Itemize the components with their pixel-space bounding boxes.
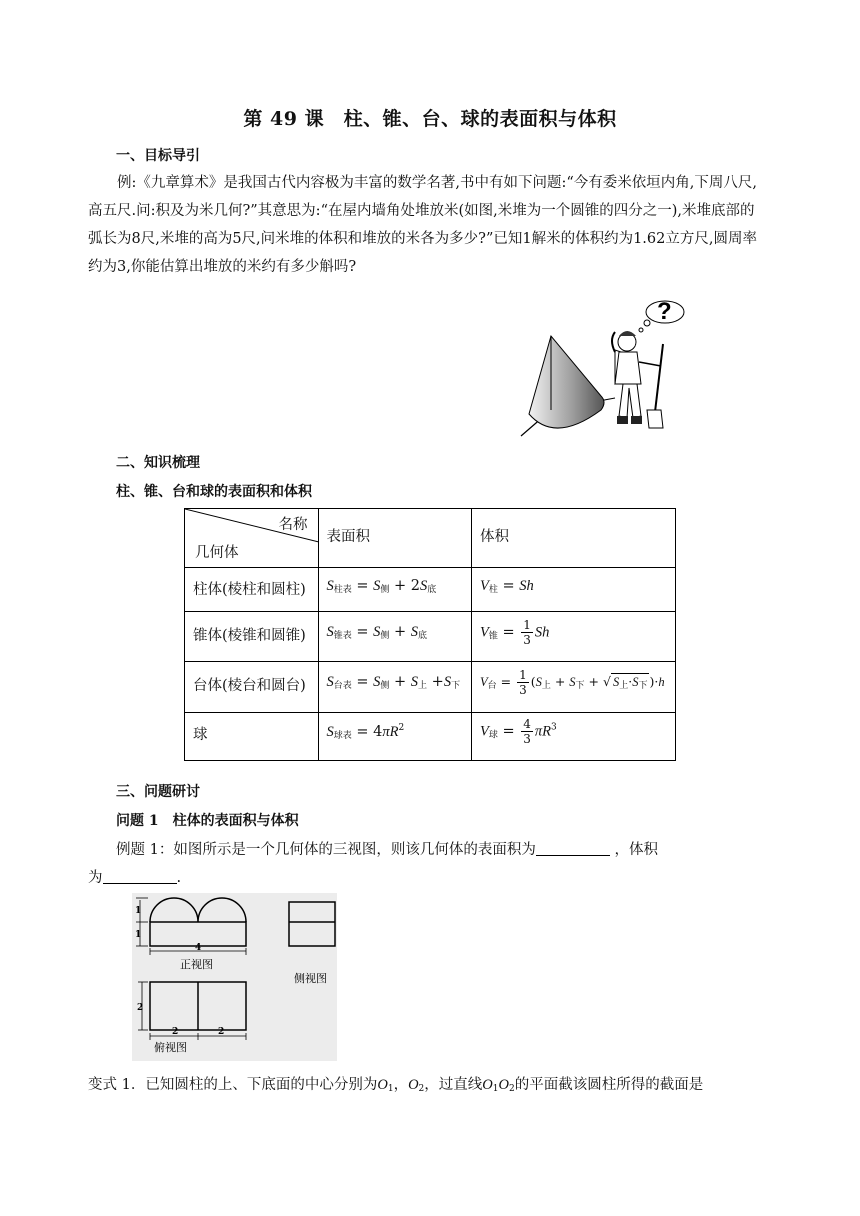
variation1-line: 变式 1．已知圆柱的上、下底面的中心分别为$O_1$，$O_2$，过直线$O_1O_2$的平面截该圆柱所得的截面是 <box>88 1077 704 1094</box>
dim-label: 2 <box>137 1003 144 1013</box>
formula-prism-volume: $V_柱 = Sh$ <box>471 568 675 612</box>
dim-label: 1 <box>135 906 142 916</box>
formula-sphere-area: $S_{球表} = 4\pi R^2$ <box>318 713 471 761</box>
dim-label: 1 <box>135 930 142 940</box>
formula-frustum-area: $S_{台表} = S_侧 + S_上 +S_下$ <box>318 662 471 713</box>
table-row <box>185 713 676 761</box>
section-subheading: 柱、锥、台和球的表面积和体积 <box>116 484 312 500</box>
formula-prism-area: $S_{柱表} = S_侧 + 2S_底$ <box>318 568 471 612</box>
formula-frustum-volume: $V_台$ = $\frac{1}{3}$ ($S_上 + S_下$ + √ $S_上\cdot S_下$ )·h <box>471 662 675 713</box>
person-icon <box>612 331 663 428</box>
row-label-prism: 柱体(棱柱和圆柱) <box>185 568 319 612</box>
example-paragraph: 例:《九章算术》是我国古代内容极为丰富的数学名著,书中有如下问题:“今有委米依垣内角,下周八尺,高五尺.问:积及为米几何?”其意思为:“在屋内墙角处堆放米(如图,米堆为一个圆锥的四分之一),米堆底部的弧长为8尺,米堆的高为5尺,问米堆的体积和堆放的米各为多少?”已知1解米的体积约为1.62立方尺,圆周率约为3,你能估算出堆放的米约有多少斛吗? <box>88 175 758 275</box>
question-mark: ? <box>657 298 672 325</box>
formula-pyramid-volume: $V_锥$ = $\frac{1}{3}$ Sh <box>471 612 675 662</box>
header-volume: 体积 <box>471 509 675 568</box>
formula-pyramid-area: $S_{锥表} = S_侧 + S_底$ <box>318 612 471 662</box>
row-label-sphere: 球 <box>185 713 319 761</box>
dim-label: 4 <box>195 943 202 953</box>
table-row <box>185 568 676 612</box>
example1-line2: 为 . <box>88 870 182 886</box>
corner-label-name: 名称 <box>278 517 308 533</box>
row-label-pyramid: 锥体(棱锥和圆锥) <box>185 612 319 662</box>
header-surface-area: 表面积 <box>318 509 471 568</box>
table-row <box>185 662 676 713</box>
table-row <box>185 612 676 662</box>
formula-table <box>184 508 676 761</box>
problem-heading: 问题 1 柱体的表面积与体积 <box>116 813 299 829</box>
corner-label-solid: 几何体 <box>195 545 239 561</box>
example1-line1: 例题 1：如图所示是一个几何体的三视图，则该几何体的表面积为 ，体积 <box>116 842 658 858</box>
side-view-label: 侧视图 <box>294 972 327 985</box>
dim-label: 2 <box>172 1027 179 1037</box>
front-view-label: 正视图 <box>180 958 213 971</box>
three-view-figure <box>132 893 337 1061</box>
top-view-label: 俯视图 <box>154 1041 187 1054</box>
formula-sphere-volume: $V_球$ = $\frac{4}{3}$ $\pi R^3$ <box>471 713 675 761</box>
section-heading-1: 一、目标导引 <box>116 148 200 164</box>
dim-label: 2 <box>218 1027 225 1037</box>
section-heading-3: 三、问题研讨 <box>116 784 200 800</box>
answer-blank-volume <box>103 869 177 884</box>
answer-blank-area <box>536 841 610 856</box>
page-title: 第 49 课 柱、锥、台、球的表面积与体积 <box>243 108 617 130</box>
row-label-frustum: 台体(棱台和圆台) <box>185 662 319 713</box>
table-corner-cell <box>185 509 319 568</box>
section-heading-2: 二、知识梳理 <box>116 455 200 471</box>
rice-pile-illustration <box>515 292 715 442</box>
